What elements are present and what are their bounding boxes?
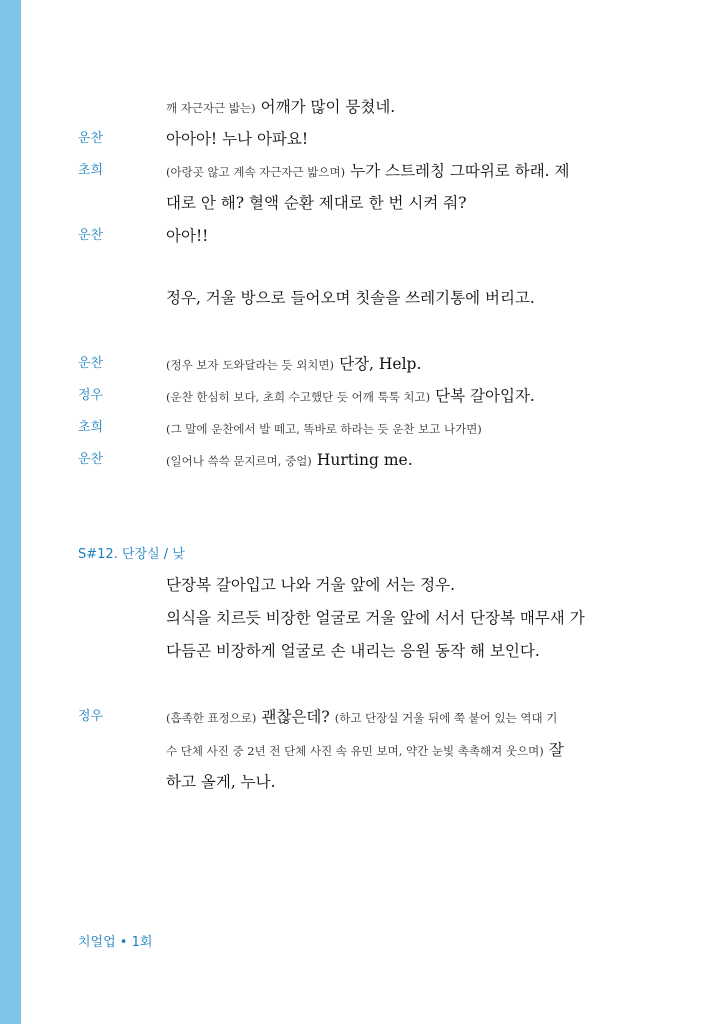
dialogue-text: 어깨가 많이 뭉쳤네. (260, 98, 396, 116)
dialogue-line (166, 417, 482, 440)
stage-direction: (일어나 쓱쓱 문지르며, 중얼) (166, 454, 312, 468)
dialogue-line (166, 128, 308, 150)
speaker-name: 정우 (78, 388, 104, 403)
speaker-name: 운찬 (78, 131, 104, 146)
stage-direction: (정우 보자 도와달라는 듯 외치면) (166, 358, 335, 372)
stage-direction: (운찬 한심히 보다, 초희 수고했단 듯 어깨 툭툭 치고) (166, 390, 431, 404)
speaker-name: 정우 (78, 709, 104, 724)
dialogue-text: 잘 (548, 741, 564, 759)
dialogue-line (166, 160, 570, 183)
dialogue-line (166, 96, 395, 119)
dialogue-line (166, 739, 564, 762)
dialogue-text: 아아!! (166, 227, 209, 245)
stage-direction: (하고 단장실 거울 뒤에 쭉 붙어 있는 역대 기 (334, 711, 558, 725)
dialogue-text: 누가 스트레칭 그따위로 하래. 제 (350, 162, 570, 180)
dialogue-text: 단장, Help. (339, 355, 422, 373)
dialogue-line (166, 192, 467, 214)
stage-direction: (아랑곳 않고 계속 자근자근 밟으며) (166, 165, 346, 179)
dialogue-line (166, 771, 276, 793)
speaker-name: 초희 (78, 163, 104, 178)
speaker-name: 초희 (78, 420, 104, 435)
left-color-bar (0, 0, 21, 1024)
dialogue-text: 단복 갈아입자. (435, 387, 535, 405)
dialogue-line (166, 449, 413, 472)
dialogue-text: 아아아! 누나 아파요! (166, 130, 309, 148)
dialogue-text: 대로 안 해? 혈액 순환 제대로 한 번 시켜 줘? (166, 194, 467, 212)
stage-direction: (흡족한 표정으로) (166, 711, 257, 725)
dialogue-text: Hurting me. (316, 451, 413, 469)
stage-direction: 깨 자근자근 밟는) (166, 101, 256, 115)
dialogue-line (166, 353, 421, 376)
action-line: 단장복 갈아입고 나와 거울 앞에 서는 정우. (166, 576, 456, 594)
stage-direction: 수 단체 사진 중 2년 전 단체 사진 속 유민 보며, 약간 눈빛 촉촉해져 웃으며) (166, 744, 544, 758)
dialogue-line (166, 706, 557, 729)
stage-direction: (그 말에 운찬에서 발 떼고, 똑바로 하라는 듯 운찬 보고 나가면) (166, 422, 482, 436)
dialogue-text: 하고 올게, 누나. (166, 773, 276, 791)
speaker-name: 운찬 (78, 228, 104, 243)
action-line: 정우, 거울 방으로 들어오며 칫솔을 쓰레기통에 버리고. (166, 289, 535, 307)
page-footer: 치얼업 • 1회 (78, 935, 153, 950)
dialogue-line (166, 385, 535, 408)
dialogue-text: 괜찮은데? (261, 708, 330, 726)
speaker-name: 운찬 (78, 452, 104, 467)
action-line: 다듬곤 비장하게 얼굴로 손 내리는 응원 동작 해 보인다. (166, 642, 540, 660)
speaker-name: 운찬 (78, 356, 104, 371)
dialogue-line (166, 225, 208, 247)
scene-heading: S#12. 단장실 / 낮 (78, 547, 185, 562)
action-line: 의식을 치르듯 비장한 얼굴로 거울 앞에 서서 단장복 매무새 가 (166, 609, 585, 627)
